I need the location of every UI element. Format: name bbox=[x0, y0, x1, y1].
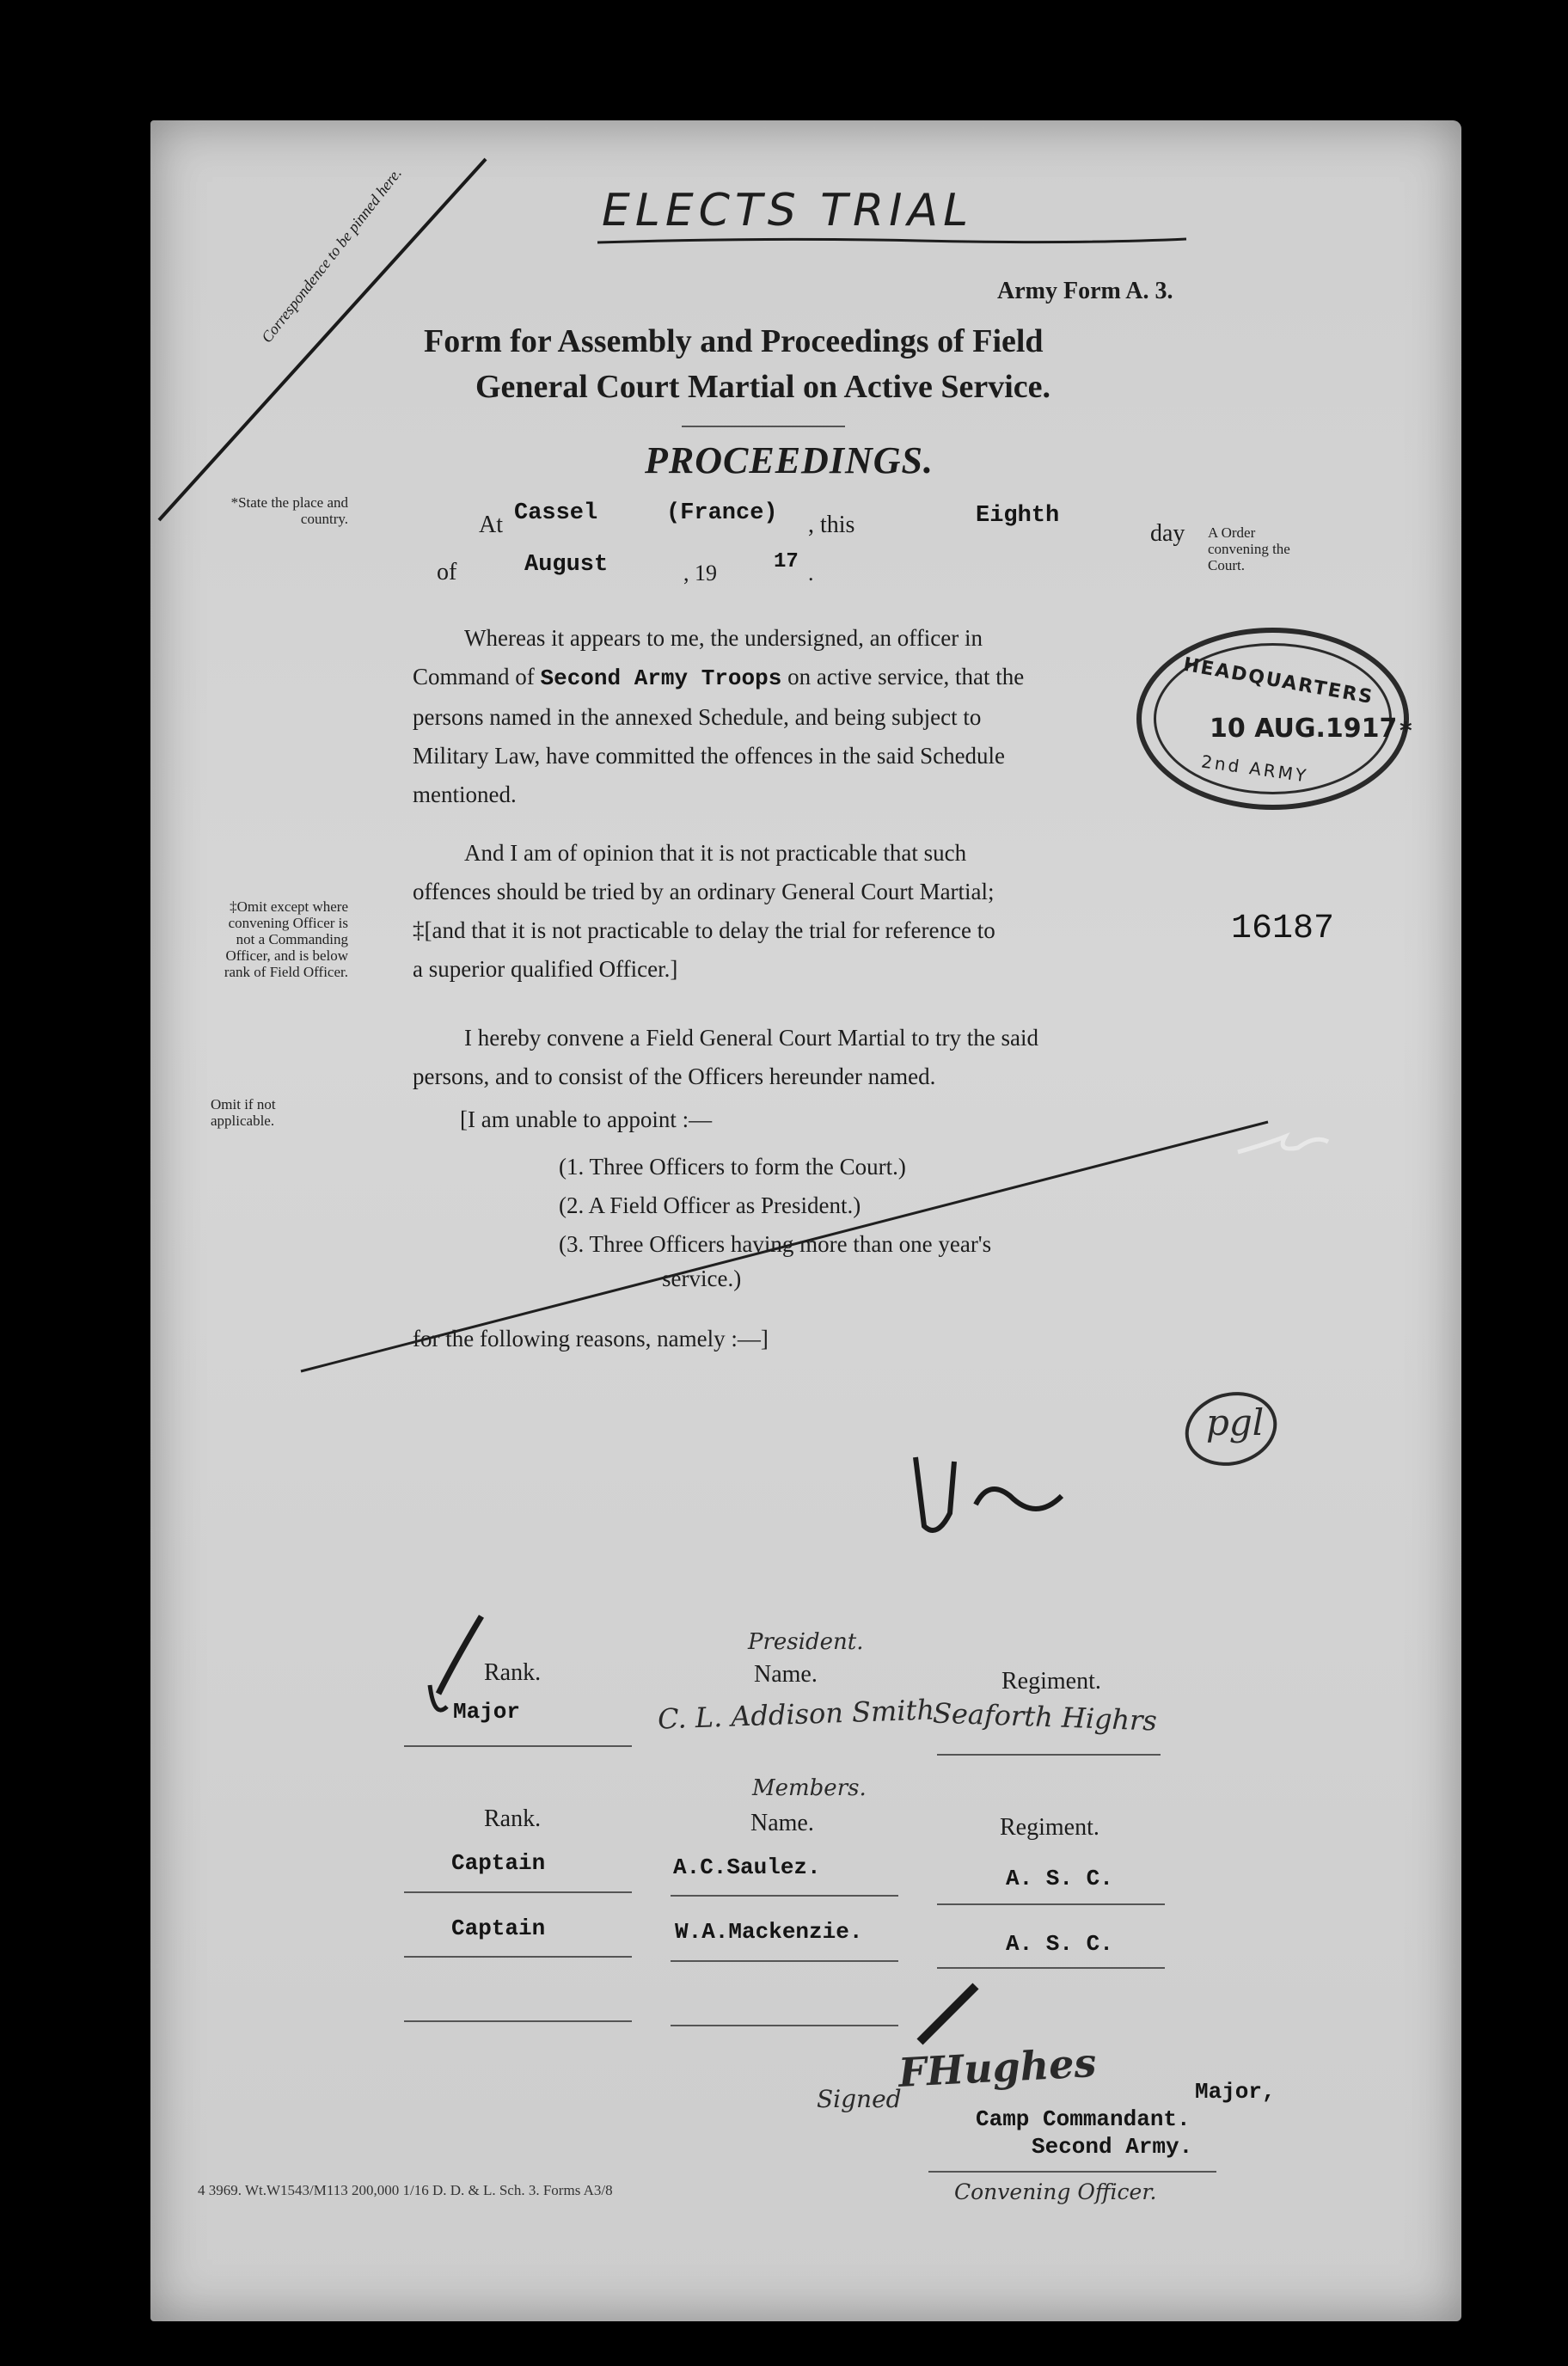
signatory-formation: Second Army. bbox=[1032, 2134, 1193, 2160]
member-2-regiment: A. S. C. bbox=[1006, 1931, 1113, 1957]
p2-line-a: And I am of opinion that it is not practicable that such bbox=[464, 840, 967, 866]
member-1-regiment-rule bbox=[937, 1903, 1165, 1905]
proceedings-heading: PROCEEDINGS. bbox=[645, 439, 934, 481]
members-name-label: Name. bbox=[750, 1810, 814, 1836]
p2-line-b: offences should be tried by an ordinary General Court Martial; bbox=[413, 879, 995, 904]
members-rank-label: Rank. bbox=[484, 1805, 542, 1832]
unable-item-1: (1. Three Officers to form the Court.) bbox=[559, 1154, 906, 1180]
handwritten-title: ELECTS TRIAL bbox=[602, 185, 974, 236]
year-prefix: , 19 bbox=[683, 561, 717, 585]
president-rank-rule bbox=[404, 1745, 632, 1747]
form-title-line-1: Form for Assembly and Proceedings of Field bbox=[424, 323, 1044, 359]
president-heading: President. bbox=[748, 1629, 864, 1655]
year-period: . bbox=[808, 561, 814, 585]
unable-item-3a: (3. Three Officers having more than one year's bbox=[559, 1231, 992, 1257]
member-1-regiment: A. S. C. bbox=[1006, 1866, 1113, 1891]
signatory-rank: Major, bbox=[1195, 2079, 1276, 2105]
member-2-rank: Captain bbox=[451, 1915, 546, 1941]
members-heading: Members. bbox=[752, 1775, 867, 1801]
member-3-rank-rule bbox=[404, 2020, 632, 2022]
convening-signature: FHughes bbox=[897, 2039, 1098, 2096]
president-regiment: Seaforth Highrs bbox=[932, 1696, 1158, 1738]
day-label: day bbox=[1150, 520, 1185, 547]
correspondence-note: Correspondence to be pinned here. bbox=[258, 164, 405, 346]
p1-line-a: Whereas it appears to me, the undersigned, an officer in bbox=[464, 625, 983, 651]
president-name-label: Name. bbox=[754, 1661, 818, 1688]
unable-line: [I am unable to appoint :— bbox=[460, 1106, 713, 1132]
president-name: C. L. Addison Smith bbox=[657, 1693, 935, 1736]
member-1-name-rule bbox=[671, 1895, 898, 1897]
document-sheet bbox=[150, 120, 1461, 2321]
stamp-star: * bbox=[1400, 716, 1412, 745]
p3-line-b: persons, and to consist of the Officers hereunder named. bbox=[413, 1063, 936, 1089]
member-2-name-rule bbox=[671, 1960, 898, 1962]
signed-label: Signed bbox=[817, 2085, 902, 2113]
margin-note-order: A Order convening the Court. bbox=[1208, 524, 1290, 573]
country-value: (France) bbox=[666, 500, 778, 526]
member-1-rank-rule bbox=[404, 1891, 632, 1893]
p1-line-c: persons named in the annexed Schedule, and being subject to bbox=[413, 704, 982, 730]
pen-marks bbox=[150, 120, 1461, 2321]
stamp-bottom-text: 2nd ARMY bbox=[1199, 751, 1310, 787]
president-regiment-rule bbox=[937, 1754, 1161, 1756]
margin-note-omit-except: ‡Omit except where convening Officer is not a Commanding Officer, and is below rank of Field Officer. bbox=[224, 898, 348, 980]
place-value: Cassel bbox=[514, 500, 598, 526]
month-value: August bbox=[524, 552, 609, 578]
convening-officer-label: Convening Officer. bbox=[954, 2179, 1157, 2204]
stamp-date: 10 AUG.1917 bbox=[1210, 714, 1398, 744]
this-label: , this bbox=[808, 512, 855, 538]
unable-item-3b: service.) bbox=[662, 1266, 742, 1291]
member-2-regiment-rule bbox=[937, 1967, 1165, 1969]
circled-initials: pgl bbox=[1206, 1401, 1265, 1444]
at-label: At bbox=[479, 512, 503, 538]
president-rank-label: Rank. bbox=[484, 1659, 542, 1686]
reference-number: 16187 bbox=[1231, 910, 1335, 948]
margin-note-place: *State the place and country. bbox=[230, 494, 348, 527]
p2-line-d: a superior qualified Officer.] bbox=[413, 956, 678, 982]
p1-line-e: mentioned. bbox=[413, 782, 517, 807]
signature-rule bbox=[928, 2171, 1216, 2173]
p2-line-c: ‡[and that it is not practicable to delay the trial for reference to bbox=[413, 917, 995, 943]
margin-note-omit-if-not: Omit if not applicable. bbox=[211, 1096, 276, 1129]
member-1-name: A.C.Saulez. bbox=[673, 1854, 821, 1880]
president-regiment-label: Regiment. bbox=[1001, 1668, 1101, 1695]
signatory-title: Camp Commandant. bbox=[976, 2106, 1191, 2132]
unable-item-2: (2. A Field Officer as President.) bbox=[559, 1192, 861, 1218]
printer-line: 4 3969. Wt.W1543/M113 200,000 1/16 D. D. & L. Sch. 3. Forms A3/8 bbox=[198, 2182, 613, 2198]
member-2-rank-rule bbox=[404, 1956, 632, 1958]
member-3-name-rule bbox=[671, 2025, 898, 2026]
of-label: of bbox=[437, 559, 457, 585]
members-regiment-label: Regiment. bbox=[1000, 1814, 1099, 1841]
p1-active-service: on active service, that the bbox=[787, 664, 1025, 690]
form-number: Army Form A. 3. bbox=[997, 278, 1173, 304]
p3-line-a: I hereby convene a Field General Court Martial to try the said bbox=[464, 1025, 1039, 1051]
president-rank: Major bbox=[453, 1699, 521, 1725]
p1-line-d: Military Law, have committed the offences in the said Schedule bbox=[413, 743, 1006, 769]
stamp-top-text: HEADQUARTERS bbox=[1181, 653, 1375, 709]
form-title-line-2: General Court Martial on Active Service. bbox=[475, 369, 1051, 405]
member-2-name: W.A.Mackenzie. bbox=[675, 1919, 863, 1945]
member-1-rank: Captain bbox=[451, 1850, 546, 1876]
day-value: Eighth bbox=[976, 503, 1060, 529]
command-value: Second Army Troops bbox=[540, 665, 782, 691]
reasons-line: for the following reasons, namely :—] bbox=[413, 1326, 769, 1352]
year-value: 17 bbox=[774, 550, 799, 573]
p1-command-label: Command of bbox=[413, 664, 535, 690]
